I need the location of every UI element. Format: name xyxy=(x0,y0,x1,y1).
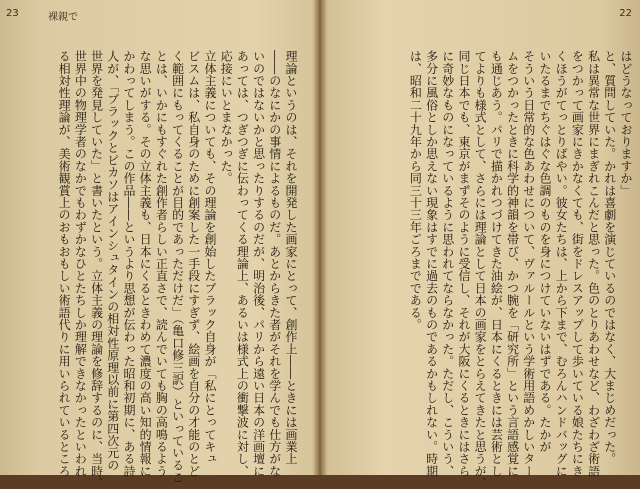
text-line: る相対性理論が、美術観賞上のおもおもしい術語代りに用いられているところ xyxy=(57,50,72,477)
right-page xyxy=(321,0,640,489)
text-line: いたるまでちぐはぐな色調のものを身につけていないはずである。たかが xyxy=(537,50,552,453)
text-line: ムをつかったときに科学的神韻を帯び、かつ腕を「研究所」という言語感覚に xyxy=(505,50,520,477)
text-line: く範囲にもってくることが目的であっただけだ」（亀口修三訳）といっているこ xyxy=(170,50,185,484)
text-line: に奇妙なものになっているように思われてならなかった。ただし、こういう、 xyxy=(440,50,455,477)
text-line: 立体主義についても、その理論を創始したブラック自身が「私にとってキュ xyxy=(202,50,217,465)
text-line: ビスムは、私自身のために創案した一手段にすぎず、絵画を自分の才能のとど xyxy=(186,50,201,477)
text-line: あっては、つぎつぎに伝わってくる理論上、あるいは様式上の衝撃波に対し、 xyxy=(235,50,250,477)
text-line: 人が、「ブラックとピカソはアインシュタインの相対性原理以前に第四次元の xyxy=(105,50,120,471)
text-line: な思いがする。その立体主義も、日本にくるときわめて濃度の高い知的情報に xyxy=(138,50,153,477)
text-line: てよりも様式として、さらには理論として日本の画家をとらえてきたと思うが、 xyxy=(473,50,488,489)
text-line: 私は異常な世界にまぎれこんだと思った。色のとりあわせなど、わざわざ術語 xyxy=(586,50,601,477)
text-line: 同じ日本でも、東京がまずそのように受信し、それが大阪にくるときにはさら xyxy=(456,50,471,477)
text-line: をつかって画家にきかなくても、街をドレスアップして歩いている娘たちにき xyxy=(570,50,585,477)
right-page-number: 22 xyxy=(619,8,632,19)
text-line: はどうなっておりますか」 xyxy=(619,50,633,197)
text-line: かわってしまう。この作品――というより思想が伝わった昭和初期に、ある詩 xyxy=(121,50,136,477)
text-line: も通じあう。パリで描かれつづけてきた油絵が、日本にくるときには芸術とし xyxy=(489,50,504,477)
text-line: 世界を発見していた」と書いたという。立体主義の理論を修辞するのに、当時、 xyxy=(89,50,104,489)
right-body-text xyxy=(407,50,634,489)
text-line: と、質問していた。かれは喜劇を演じているのではなく、大まじめだった。 xyxy=(602,50,617,465)
text-line: 世界中の物理学者のなかでもわずかなひとたちしか理解できなかったといわれ xyxy=(73,50,88,477)
text-line: とは、いかにもすぐれた創作者らしい正直さで、読んでいても胸の高鳴るよう xyxy=(154,50,169,477)
text-line: は、昭和二十九年から同三十三年ごろまでである。 xyxy=(408,50,423,331)
text-line: そういう日常的な色あわせについて、ヴァルールという学術用語めかしいター xyxy=(521,50,536,477)
left-page xyxy=(0,0,319,489)
text-line: 理論というのは、それを開発した画家にとって、創作上――ときには画業上 xyxy=(284,50,298,465)
text-line: くほうがてっとりばやい。彼女たちは、上から下まで、むろんハンドバッグに xyxy=(554,50,569,477)
left-body-text xyxy=(56,50,299,489)
left-page-number: 23 xyxy=(6,8,19,19)
text-line: 多分に風俗としか思えない現象はすでに過去のものであるかもしれない。時期 xyxy=(424,50,439,477)
left-running-title: 裸親で xyxy=(48,12,78,23)
text-line: 応接にいとまなかった。 xyxy=(219,50,234,185)
text-line: いのではないかと思ったりするのだが、明治後、パリから遠い日本の洋画壇に xyxy=(251,50,266,477)
text-line: ――のなにかの事情によるものだ。あとからきた者がそれを学んでも仕方がな xyxy=(267,50,282,477)
